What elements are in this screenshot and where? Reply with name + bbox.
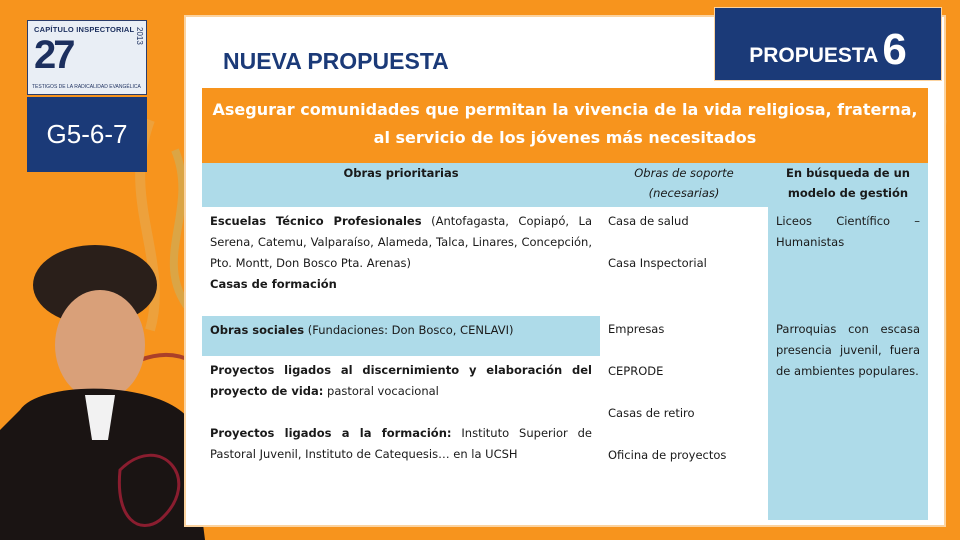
row1-schools-label: Escuelas Técnico Profesionales [210,214,422,228]
row2-project2-label: Proyectos ligados a la formación: [210,426,452,440]
group-code: G5-6-7 [46,119,128,149]
row2-project1-label: Proyectos ligados al discernimiento y elaboración del proyecto de vida: [210,363,592,398]
column-header-row [202,163,928,207]
row2-gestion: Parroquias con escasa presencia juvenil, fuera de ambientes populares. [768,315,928,520]
row1-prioritarias [202,207,600,315]
row2-soporte [600,315,768,520]
row2-project2-text: Instituto Superior de Pastoral Juvenil, Instituto de Catequesis… en la UCSH [210,426,592,461]
table-heading: Asegurar comunidades que permitan la vivencia de la vida religiosa, fraterna, al servicio de los jóvenes más necesitados [202,88,928,163]
row2-soporte-item: Oficina de proyectos [608,448,727,462]
row1-soporte-item: Casa Inspectorial [608,256,707,270]
row2-soporte-item: Empresas [608,322,665,336]
row2-prioritarias [202,315,600,356]
column-header-gestion: En búsqueda de un modelo de gestión [768,163,928,207]
row1-schools-text: (Antofagasta, Copiapó, La Serena, Catemu, Valparaíso, Alameda, Talca, Linares, Concepción, Pto. Montt, Don Bosco Pta. Arenas) [210,214,592,270]
row1-soporte [600,207,768,315]
row1-gestion: Liceos Científico – Humanistas [768,207,928,315]
row2-soporte-item: CEPRODE [608,364,664,378]
chapter-logo [27,20,147,95]
row2-social-text: (Fundaciones: Don Bosco, CENLAVI) [304,323,514,337]
group-code-box [27,97,147,172]
proposal-table [202,88,928,520]
table-row [202,315,928,356]
table-row [202,207,928,315]
proposal-badge [714,7,942,81]
slide-title: NUEVA PROPUESTA [223,48,449,74]
row1-soporte-item: Casa de salud [608,214,689,228]
row2-proyectos [202,356,600,520]
badge-word: PROPUESTA [749,44,879,67]
column-header-prioritarias: Obras prioritarias [202,163,600,207]
badge-number: 6 [882,25,907,74]
logo-year: 2013 [135,27,144,45]
logo-subtitle: TESTIGOS DE LA RADICALIDAD EVANGÉLICA [32,84,141,90]
row2-social-label: Obras sociales [210,323,305,337]
row1-formation-label: Casas de formación [210,277,337,291]
row2-soporte-item: Casas de retiro [608,406,695,420]
portrait-image [0,230,205,540]
logo-number: 27 [34,33,73,77]
logo-title: CAPÍTULO INSPECTORIAL [34,25,135,34]
column-header-soporte: Obras de soporte (necesarias) [600,163,768,207]
row2-project1-text: pastoral vocacional [323,384,439,398]
table-heading-row [202,88,928,163]
